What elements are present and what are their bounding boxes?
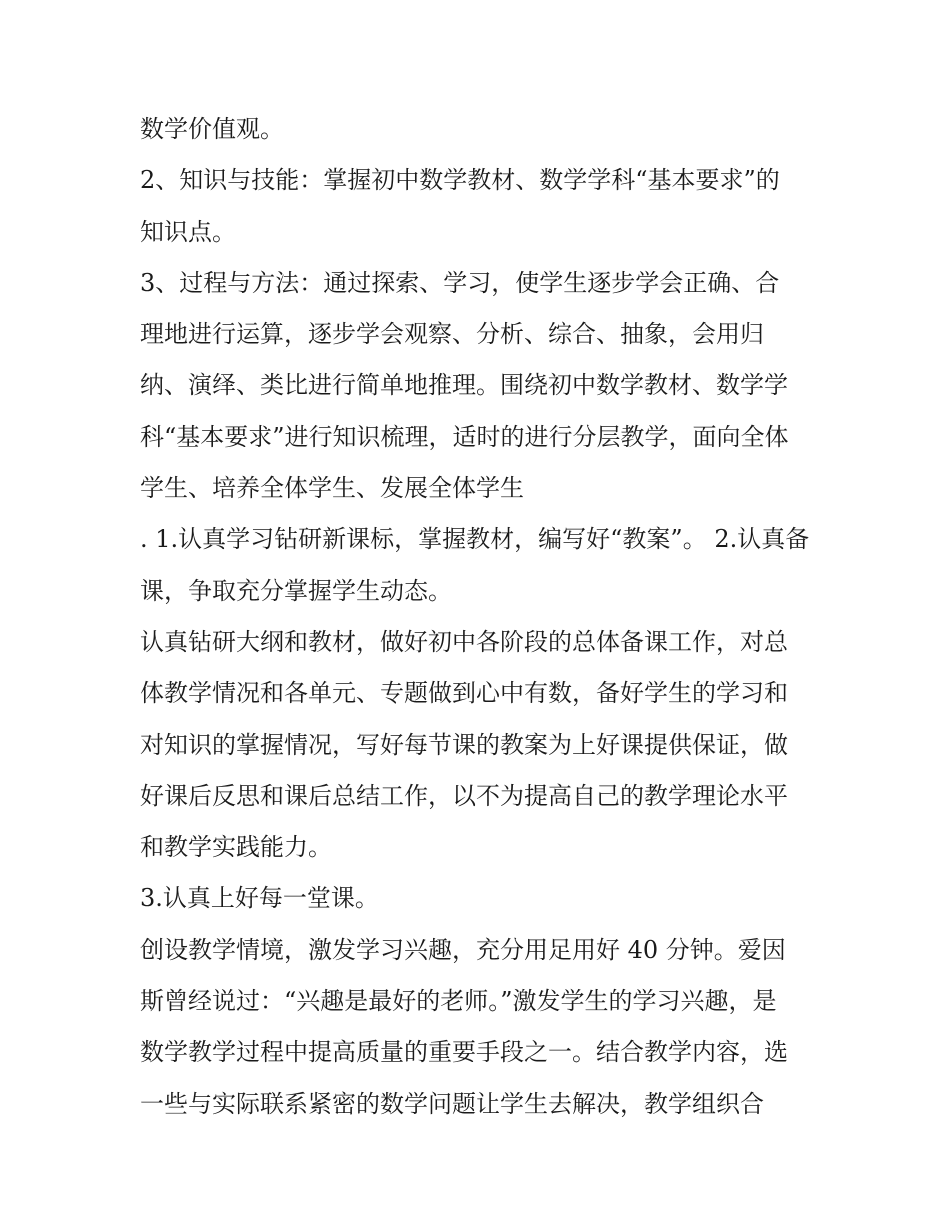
text-line-9: . 1.认真学习钻研新课标，掌握教材，编写好“教案”。 2.认真备	[140, 525, 810, 554]
text-line-18: 斯曾经说过：“兴趣是最好的老师。”激发学生的学习兴趣，是	[140, 987, 777, 1016]
text-line-15: 和教学实践能力。	[140, 833, 332, 862]
text-line-19: 数学教学过程中提高质量的重要手段之一。结合教学内容，选	[140, 1038, 788, 1067]
text-line-10: 课，争取充分掌握学生动态。	[140, 576, 452, 605]
text-line-4: 3、过程与方法：通过探索、学习，使学生逐步学会正确、合	[140, 268, 780, 297]
text-line-7: 科“基本要求”进行知识梳理，适时的进行分层教学，面向全体	[140, 422, 789, 451]
text-line-5: 理地进行运算，逐步学会观察、分析、综合、抽象，会用归	[140, 320, 764, 349]
document-page	[140, 104, 830, 1130]
text-line-2: 2、知识与技能：掌握初中数学教材、数学学科“基本要求”的	[140, 166, 780, 195]
text-line-1: 数学价值观。	[140, 115, 284, 143]
text-line-14: 好课后反思和课后总结工作，以不为提高自己的教学理论水平	[140, 781, 788, 810]
text-line-8: 学生、培养全体学生、发展全体学生	[140, 474, 524, 503]
text-line-17: 创设教学情境，激发学习兴趣，充分用足用好 40 分钟。爱因	[140, 935, 786, 964]
text-line-13: 对知识的掌握情况，写好每节课的教案为上好课提供保证，做	[140, 730, 788, 759]
text-line-6: 纳、演绎、类比进行简单地推理。围绕初中数学教材、数学学	[140, 371, 788, 400]
text-line-3: 知识点。	[140, 217, 236, 246]
text-line-11: 认真钻研大纲和教材，做好初中各阶段的总体备课工作，对总	[140, 627, 788, 656]
text-line-16: 3.认真上好每一堂课。	[140, 884, 379, 913]
text-line-12: 体教学情况和各单元、专题做到心中有数，备好学生的学习和	[140, 679, 788, 708]
text-line-20: 一些与实际联系紧密的数学问题让学生去解决，教学组织合	[140, 1089, 764, 1118]
